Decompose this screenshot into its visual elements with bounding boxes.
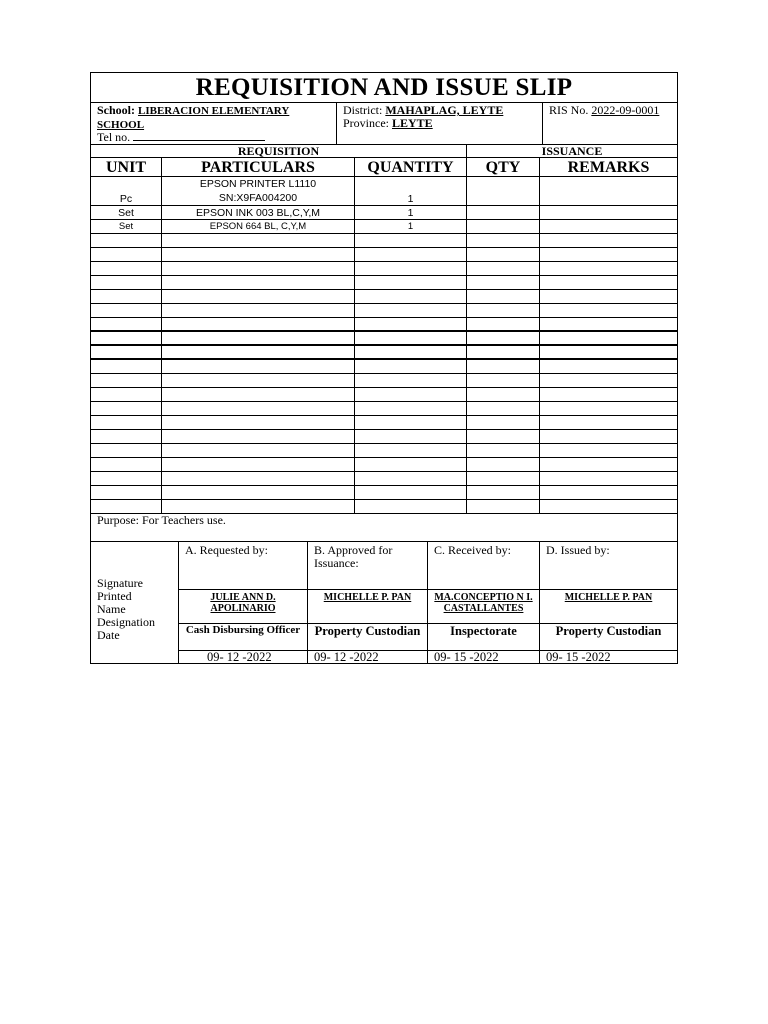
table-cell [355, 234, 467, 247]
school-label: School: [97, 103, 136, 117]
table-cell [91, 332, 162, 344]
table-cell [467, 458, 540, 471]
signature-block [91, 542, 677, 663]
table-cell [540, 402, 677, 415]
table-cell [91, 304, 162, 317]
table-cell [162, 360, 355, 373]
item-particulars [162, 177, 355, 205]
signer-date: 09- 12 -2022 [314, 650, 379, 664]
table-cell [91, 402, 162, 415]
col-unit: UNIT [91, 158, 162, 176]
province-value: LEYTE [392, 115, 433, 130]
table-row [91, 444, 677, 458]
table-cell [540, 444, 677, 457]
table-cell [355, 374, 467, 387]
table-row [91, 472, 677, 486]
table-cell [355, 472, 467, 485]
table-cell [467, 388, 540, 401]
item-particulars-line2: SN:X9FA004200 [218, 192, 298, 204]
table-row [91, 304, 677, 318]
district-label: District: [343, 103, 383, 117]
col-remarks: REMARKS [567, 159, 650, 176]
purpose-row: Purpose: For Teachers use. [91, 514, 677, 542]
table-cell [162, 486, 355, 499]
district-cell [337, 103, 543, 144]
signer-date: 09- 15 -2022 [434, 650, 499, 664]
table-cell [467, 276, 540, 289]
item-unit: Set [91, 220, 162, 233]
table-cell [540, 430, 677, 443]
table-cell [355, 458, 467, 471]
table-cell [467, 304, 540, 317]
ris-label: RIS No. [549, 103, 589, 117]
col-particulars: PARTICULARS [162, 158, 355, 176]
table-cell [91, 486, 162, 499]
table-cell [355, 444, 467, 457]
table-row [91, 220, 677, 234]
item-quantity: 1 [355, 220, 467, 233]
ris-cell [543, 103, 677, 144]
issuance-section: ISSUANCE [541, 145, 603, 157]
item-issued-qty [467, 177, 540, 205]
table-cell [91, 234, 162, 247]
table-cell [162, 262, 355, 275]
table-cell [91, 374, 162, 387]
table-cell [540, 388, 677, 401]
col-quantity: QUANTITY [355, 158, 467, 176]
ris-value: 2022-09-0001 [591, 103, 660, 117]
table-cell [355, 290, 467, 303]
table-cell [162, 374, 355, 387]
table-cell [355, 500, 467, 513]
table-row [91, 374, 677, 388]
signer-name: MA.CONCEPTIO N I. CASTALLANTES [428, 590, 539, 624]
signer-role: B. Approved for Issuance: [308, 542, 427, 590]
school-cell [91, 103, 337, 144]
table-cell [467, 360, 540, 373]
issued-by-column [540, 542, 677, 663]
table-cell [540, 318, 677, 330]
table-cell [91, 360, 162, 373]
table-cell [162, 472, 355, 485]
label-date: Date [97, 628, 120, 642]
table-cell [540, 234, 677, 247]
table-cell [540, 290, 677, 303]
table-cell [162, 444, 355, 457]
table-cell [467, 402, 540, 415]
label-designation: Designation [97, 615, 155, 629]
table-row [91, 486, 677, 500]
province-label: Province: [343, 115, 389, 130]
table-cell [162, 388, 355, 401]
table-cell [467, 374, 540, 387]
form-header [91, 103, 677, 145]
tel-label: Tel no. [97, 130, 131, 144]
table-cell [467, 444, 540, 457]
item-particulars: EPSON INK 003 BL,C,Y,M [162, 206, 355, 219]
table-cell [355, 486, 467, 499]
signer-designation: Property Custodian [540, 624, 677, 651]
table-cell [91, 458, 162, 471]
table-cell [467, 346, 540, 358]
table-cell [540, 346, 677, 358]
table-cell [355, 430, 467, 443]
table-cell [540, 374, 677, 387]
signer-designation: Cash Disbursing Officer [179, 624, 307, 651]
table-row [91, 290, 677, 304]
table-cell [467, 318, 540, 330]
table-row [91, 458, 677, 472]
table-cell [540, 472, 677, 485]
table-row [91, 206, 677, 220]
table-cell [540, 248, 677, 261]
item-particulars: EPSON 664 BL, C,Y,M [162, 220, 355, 233]
table-cell [467, 248, 540, 261]
table-cell [162, 402, 355, 415]
table-row [91, 346, 677, 360]
table-row [91, 177, 677, 206]
item-issued-qty [467, 220, 540, 233]
table-cell [355, 248, 467, 261]
table-cell [467, 416, 540, 429]
table-cell [540, 304, 677, 317]
table-cell [467, 290, 540, 303]
table-cell [91, 388, 162, 401]
table-cell [540, 416, 677, 429]
table-cell [467, 332, 540, 344]
signer-role: D. Issued by: [540, 542, 677, 590]
signer-date: 09- 12 -2022 [207, 650, 272, 664]
table-cell [467, 430, 540, 443]
table-cell [540, 276, 677, 289]
signer-name: MICHELLE P. PAN [540, 590, 677, 624]
signer-name: JULIE ANN D. APOLINARIO [179, 590, 307, 624]
item-issued-qty [467, 206, 540, 219]
table-cell [467, 472, 540, 485]
table-cell [540, 332, 677, 344]
table-cell [91, 500, 162, 513]
table-cell [91, 346, 162, 358]
table-row [91, 416, 677, 430]
table-cell [91, 444, 162, 457]
table-cell [162, 234, 355, 247]
form-title: REQUISITION AND ISSUE SLIP [91, 73, 677, 103]
requested-by-column [179, 542, 308, 663]
table-cell [467, 262, 540, 275]
approved-by-column [308, 542, 428, 663]
table-cell [355, 262, 467, 275]
item-remarks [540, 206, 677, 219]
table-cell [355, 304, 467, 317]
column-header-row [91, 158, 677, 177]
table-cell [162, 276, 355, 289]
table-cell [91, 248, 162, 261]
item-remarks [540, 220, 677, 233]
table-row [91, 248, 677, 262]
col-qty: QTY [467, 158, 540, 176]
item-particulars-line1: EPSON PRINTER L1110 [199, 178, 317, 190]
table-cell [355, 346, 467, 358]
table-cell [355, 276, 467, 289]
table-row [91, 234, 677, 248]
item-unit: Set [91, 206, 162, 219]
requisition-issue-slip [90, 72, 678, 664]
section-header-row [91, 145, 677, 158]
table-cell [162, 430, 355, 443]
table-row [91, 332, 677, 346]
table-cell [355, 388, 467, 401]
signer-role: A. Requested by: [179, 542, 307, 590]
table-cell [162, 332, 355, 344]
table-cell [467, 486, 540, 499]
table-cell [355, 318, 467, 330]
table-cell [540, 500, 677, 513]
table-row [91, 388, 677, 402]
table-cell [91, 290, 162, 303]
table-cell [91, 318, 162, 330]
table-cell [162, 500, 355, 513]
table-row [91, 500, 677, 514]
table-cell [540, 360, 677, 373]
table-row [91, 318, 677, 332]
signer-designation: Inspectorate [428, 624, 539, 651]
table-row [91, 262, 677, 276]
item-quantity: 1 [355, 177, 467, 205]
table-cell [355, 332, 467, 344]
table-cell [467, 500, 540, 513]
label-signature: Signature [97, 576, 143, 590]
table-cell [162, 290, 355, 303]
table-cell [91, 262, 162, 275]
tel-blank-line [133, 131, 265, 141]
table-cell [162, 248, 355, 261]
signer-role: C. Received by: [428, 542, 539, 590]
received-by-column [428, 542, 540, 663]
table-cell [91, 416, 162, 429]
item-remarks [540, 177, 677, 205]
table-cell [540, 486, 677, 499]
label-printed: Printed [97, 589, 132, 603]
blank-rows [91, 234, 677, 514]
table-cell [355, 416, 467, 429]
district-value: MAHAPLAG, LEYTE [385, 103, 504, 117]
item-quantity: 1 [355, 206, 467, 219]
table-cell [467, 234, 540, 247]
school-value: LIBERACION ELEMENTARY SCHOOL [97, 105, 290, 131]
table-row [91, 276, 677, 290]
table-cell [355, 360, 467, 373]
table-cell [91, 430, 162, 443]
table-cell [91, 472, 162, 485]
table-cell [162, 318, 355, 330]
table-cell [162, 304, 355, 317]
table-cell [355, 402, 467, 415]
table-cell [540, 262, 677, 275]
requisition-section: REQUISITION [91, 145, 467, 157]
signer-name: MICHELLE P. PAN [308, 590, 427, 624]
label-name: Name [97, 602, 126, 616]
signature-labels [91, 542, 179, 663]
table-cell [162, 416, 355, 429]
table-row [91, 430, 677, 444]
table-cell [162, 346, 355, 358]
table-cell [162, 458, 355, 471]
signer-designation: Property Custodian [308, 624, 427, 651]
item-unit: Pc [91, 177, 162, 205]
table-cell [91, 276, 162, 289]
table-row [91, 402, 677, 416]
table-row [91, 360, 677, 374]
table-cell [540, 458, 677, 471]
signer-date: 09- 15 -2022 [546, 650, 611, 664]
